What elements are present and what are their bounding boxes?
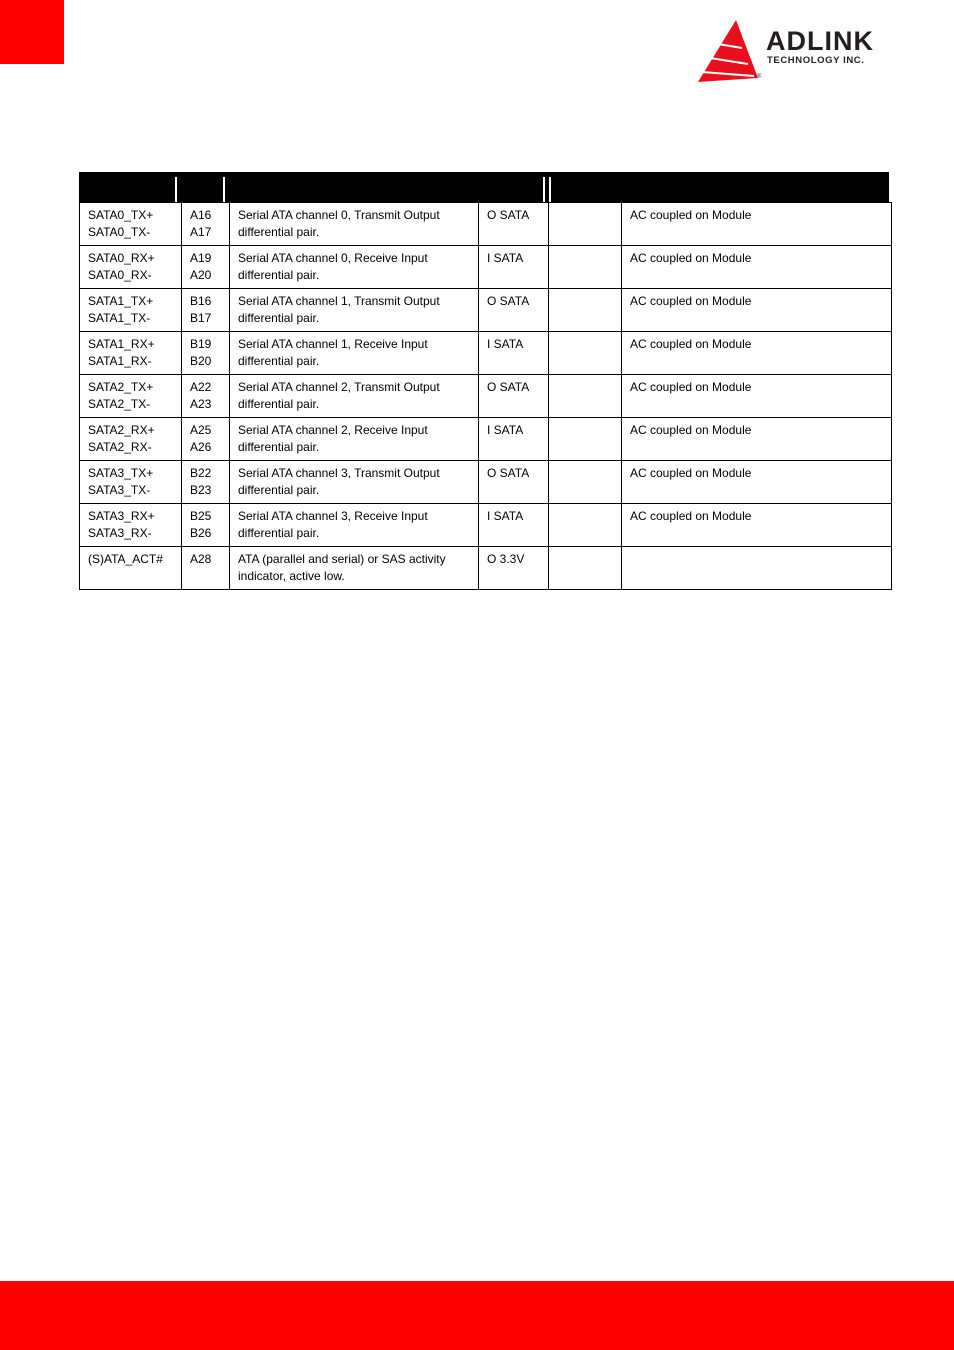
pu-pd-cell (549, 203, 622, 246)
table-row (80, 203, 892, 246)
table-row (80, 289, 892, 332)
table-row (80, 504, 892, 547)
comment-cell (622, 547, 892, 590)
pu-pd-cell (549, 461, 622, 504)
pin-number-cell: A19 A20 (182, 246, 230, 289)
io-type-cell: I SATA (479, 246, 549, 289)
signal-name-cell: SATA2_TX+ SATA2_TX- (80, 375, 182, 418)
table-row (80, 332, 892, 375)
logo-triangle-icon (696, 18, 762, 84)
adlink-logo (696, 18, 908, 84)
pin-number-cell: B25 B26 (182, 504, 230, 547)
table-row (80, 375, 892, 418)
header-divider (543, 177, 545, 202)
io-type-cell: I SATA (479, 418, 549, 461)
io-type-cell: O SATA (479, 461, 549, 504)
signal-name-cell: SATA3_TX+ SATA3_TX- (80, 461, 182, 504)
description-cell: Serial ATA channel 1, Transmit Output differential pair. (230, 289, 479, 332)
pu-pd-cell (549, 418, 622, 461)
description-cell: Serial ATA channel 3, Transmit Output differential pair. (230, 461, 479, 504)
comment-cell: AC coupled on Module (622, 289, 892, 332)
description-cell: ATA (parallel and serial) or SAS activity indicator, active low. (230, 547, 479, 590)
signal-name-cell: SATA0_RX+ SATA0_RX- (80, 246, 182, 289)
signal-name-cell: SATA1_RX+ SATA1_RX- (80, 332, 182, 375)
description-cell: Serial ATA channel 1, Receive Input differential pair. (230, 332, 479, 375)
io-type-cell: I SATA (479, 332, 549, 375)
corner-color-block (0, 0, 64, 64)
signal-name-cell: SATA1_TX+ SATA1_TX- (80, 289, 182, 332)
comment-cell: AC coupled on Module (622, 461, 892, 504)
io-type-cell: O 3.3V (479, 547, 549, 590)
pu-pd-cell (549, 289, 622, 332)
signal-name-cell: SATA3_RX+ SATA3_RX- (80, 504, 182, 547)
io-type-cell: O SATA (479, 289, 549, 332)
pin-number-cell: B19 B20 (182, 332, 230, 375)
comment-cell: AC coupled on Module (622, 246, 892, 289)
logo-tagline: TECHNOLOGY INC. (767, 55, 865, 66)
pin-number-cell: A28 (182, 547, 230, 590)
description-cell: Serial ATA channel 0, Transmit Output differential pair. (230, 203, 479, 246)
signal-name-cell: (S)ATA_ACT# (80, 547, 182, 590)
pin-number-cell: A22 A23 (182, 375, 230, 418)
header-divider (223, 177, 225, 202)
comment-cell: AC coupled on Module (622, 375, 892, 418)
table-row (80, 461, 892, 504)
registered-mark: ® (757, 74, 762, 80)
header-divider (175, 177, 177, 202)
description-cell: Serial ATA channel 2, Transmit Output differential pair. (230, 375, 479, 418)
signal-name-cell: SATA2_RX+ SATA2_RX- (80, 418, 182, 461)
pu-pd-cell (549, 504, 622, 547)
description-cell: Serial ATA channel 3, Receive Input differential pair. (230, 504, 479, 547)
io-type-cell: I SATA (479, 504, 549, 547)
comment-cell: AC coupled on Module (622, 418, 892, 461)
header-divider (549, 177, 551, 202)
comment-cell: AC coupled on Module (622, 332, 892, 375)
table-row (80, 246, 892, 289)
pin-number-cell: B16 B17 (182, 289, 230, 332)
table-row (80, 418, 892, 461)
pu-pd-cell (549, 375, 622, 418)
logo-wordmark: ADLINK (766, 26, 874, 56)
io-type-cell: O SATA (479, 203, 549, 246)
table-row (80, 547, 892, 590)
pu-pd-cell (549, 246, 622, 289)
table-header-bar (79, 172, 889, 202)
sata-signal-table (79, 202, 892, 590)
pu-pd-cell (549, 332, 622, 375)
comment-cell: AC coupled on Module (622, 203, 892, 246)
pin-number-cell: B22 B23 (182, 461, 230, 504)
description-cell: Serial ATA channel 0, Receive Input differential pair. (230, 246, 479, 289)
io-type-cell: O SATA (479, 375, 549, 418)
description-cell: Serial ATA channel 2, Receive Input differential pair. (230, 418, 479, 461)
pu-pd-cell (549, 547, 622, 590)
footer-color-bar (0, 1281, 954, 1350)
pin-number-cell: A16 A17 (182, 203, 230, 246)
pin-number-cell: A25 A26 (182, 418, 230, 461)
signal-name-cell: SATA0_TX+ SATA0_TX- (80, 203, 182, 246)
comment-cell: AC coupled on Module (622, 504, 892, 547)
